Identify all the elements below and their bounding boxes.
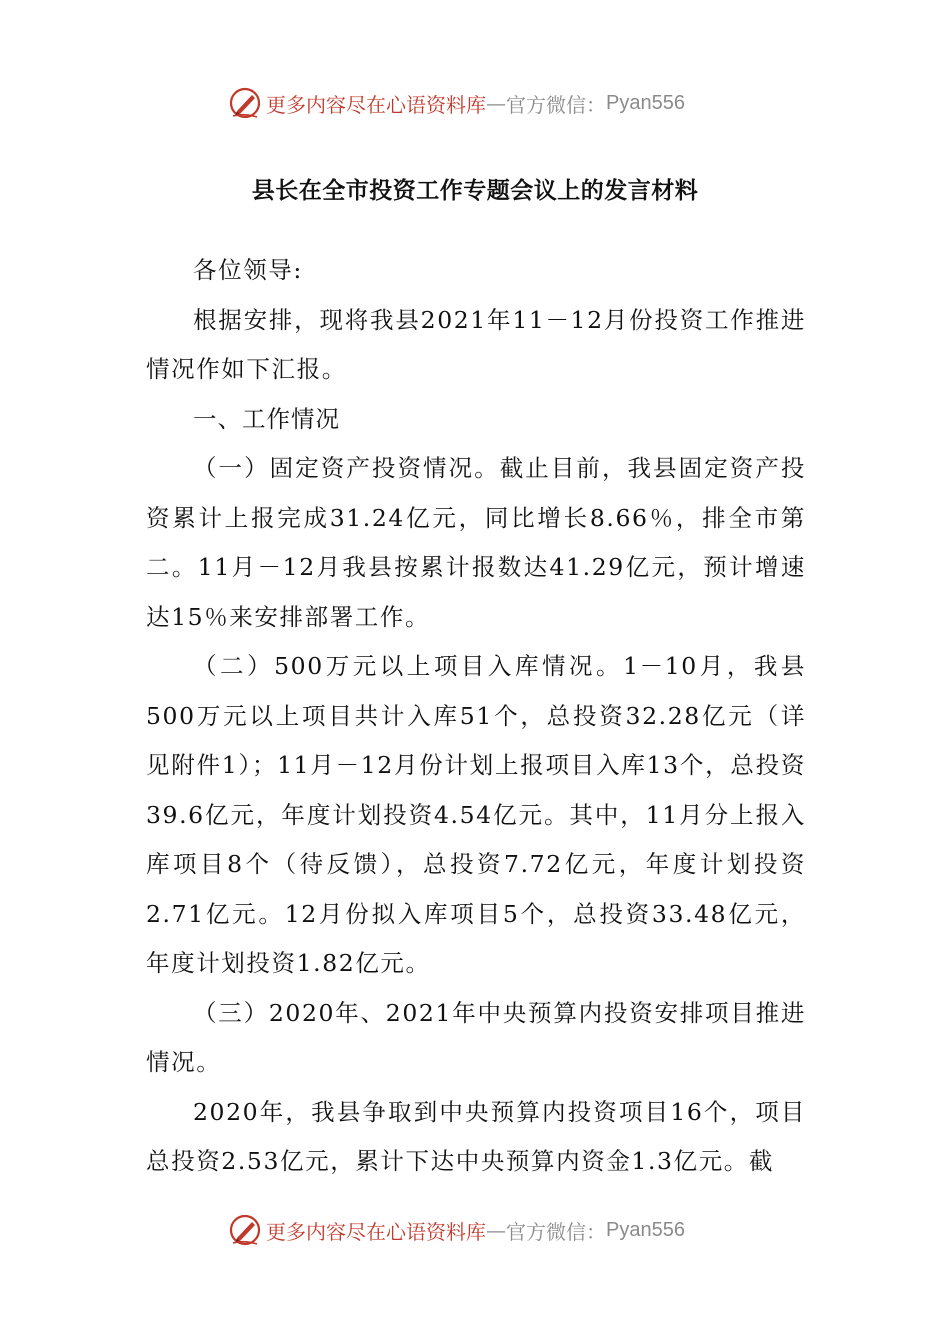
watermark-brand: 更多内容尽在心语资料库 — [266, 92, 486, 117]
document-title: 县长在全市投资工作专题会议上的发言材料 — [251, 178, 699, 204]
watermark-wechat-label: 官方微信： — [506, 92, 606, 117]
paragraph-project-storage: （二）500万元以上项目入库情况。1－10月，我县500万元以上项目共计入库51个，总投资32.28亿元（详见附件1）；11月－12月份计划上报项目入库13个，总投资39.6亿元，年度计划投资4.54亿元。其中，11月分上报入库项目8个（待反馈），总投资7.72亿元，年度计划投资2.71亿元。12月份拟入库项目5个，总投资33.48亿元，年度计划投资1.82亿元。 — [146, 652, 806, 977]
document-body — [146, 246, 806, 1187]
paragraph-central-budget: （三）2020年、2021年中央预算内投资安排项目推进情况。 — [146, 998, 806, 1076]
watermark-dash: — — [486, 1218, 506, 1242]
watermark-footer — [228, 1211, 685, 1249]
salutation: 各位领导: — [193, 256, 303, 284]
watermark-wechat-id: Pyan556 — [606, 91, 685, 114]
watermark-dash: — — [486, 91, 506, 115]
watermark-header — [228, 84, 685, 122]
watermark-wechat-label: 官方微信： — [506, 1219, 606, 1244]
watermark-wechat-id: Pyan556 — [606, 1218, 685, 1241]
paragraph-fixed-asset-investment: （一）固定资产投资情况。截止目前，我县固定资产投资累计上报完成31.24亿元，同比增长8.66％，排全市第二。11月－12月我县按累计报数达41.29亿元，预计增速达15％来安排部署工作。 — [146, 454, 806, 631]
intro-paragraph: 根据安排，现将我县2021年11－12月份投资工作推进情况作如下汇报。 — [146, 305, 806, 383]
watermark-brand: 更多内容尽在心语资料库 — [266, 1219, 486, 1244]
paragraph-2020-projects: 2020年，我县争取到中央预算内投资项目16个，项目总投资2.53亿元，累计下达中央预算内资金1.3亿元。截 — [146, 1097, 806, 1175]
pen-circle-logo-icon — [228, 1213, 262, 1247]
pen-circle-logo-icon — [228, 86, 262, 120]
section-heading-work-status: 一、工作情况 — [193, 404, 340, 433]
